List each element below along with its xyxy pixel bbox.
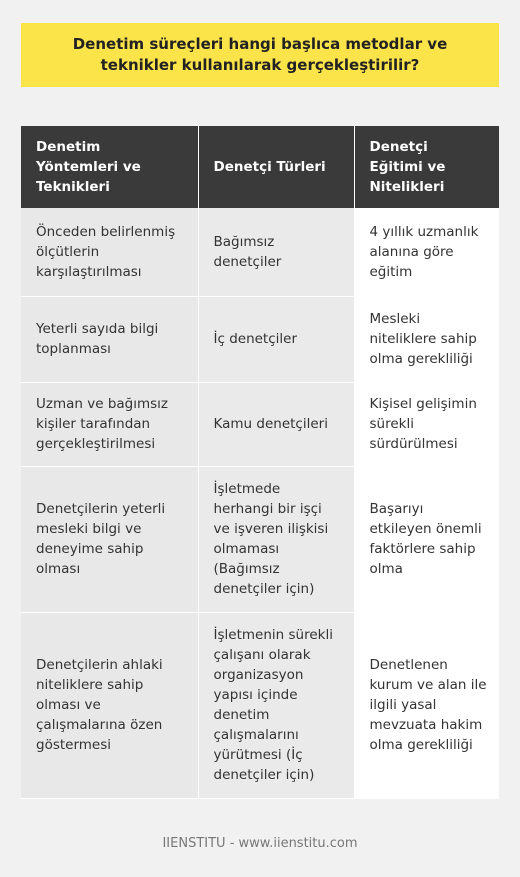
table-row (21, 296, 499, 382)
table-row (21, 612, 499, 798)
comparison-table (21, 126, 499, 799)
header-methods: Denetim Yöntemleri ve Teknikleri (21, 126, 198, 208)
header-auditor-training: Denetçi Eğitimi ve Nitelikleri (354, 126, 499, 208)
table-cell: Bağımsız denetçiler (198, 208, 354, 296)
header-auditor-types: Denetçi Türleri (198, 126, 354, 208)
table-cell: 4 yıllık uzmanlık alanına göre eğitim (354, 208, 499, 296)
table-cell: İşletmenin sürekli çalışanı olarak organizasyon yapısı içinde denetim çalışmalarını yürütmesi (İç denetçiler için) (198, 612, 354, 798)
table-cell: Kamu denetçileri (198, 382, 354, 466)
title-banner (21, 23, 499, 87)
table-cell: Denetçilerin ahlaki niteliklere sahip olması ve çalışmalarına özen göstermesi (21, 612, 198, 798)
table-cell: Başarıyı etkileyen önemli faktörlere sahip olma (354, 466, 499, 612)
footer-credit: IIENSTITU - www.iienstitu.com (162, 836, 358, 851)
table-cell: Denetlenen kurum ve alan ile ilgili yasal mevzuata hakim olma gerekliliği (354, 612, 499, 798)
table-cell: Uzman ve bağımsız kişiler tarafından gerçekleştirilmesi (21, 382, 198, 466)
table-cell: Mesleki niteliklere sahip olma gerekliliği (354, 296, 499, 382)
table-cell: İç denetçiler (198, 296, 354, 382)
table-cell: Denetçilerin yeterli mesleki bilgi ve deneyime sahip olması (21, 466, 198, 612)
table-cell: İşletmede herhangi bir işçi ve işveren ilişkisi olmaması (Bağımsız denetçiler için) (198, 466, 354, 612)
table-cell: Kişisel gelişimin sürekli sürdürülmesi (354, 382, 499, 466)
table-row (21, 466, 499, 612)
table-cell: Önceden belirlenmiş ölçütlerin karşılaştırılması (21, 208, 198, 296)
table-row (21, 208, 499, 296)
page-title: Denetim süreçleri hangi başlıca metodlar ve teknikler kullanılarak gerçekleştirilir? (72, 35, 448, 74)
table-row (21, 382, 499, 466)
table-header-row (21, 126, 499, 208)
table-cell: Yeterli sayıda bilgi toplanması (21, 296, 198, 382)
